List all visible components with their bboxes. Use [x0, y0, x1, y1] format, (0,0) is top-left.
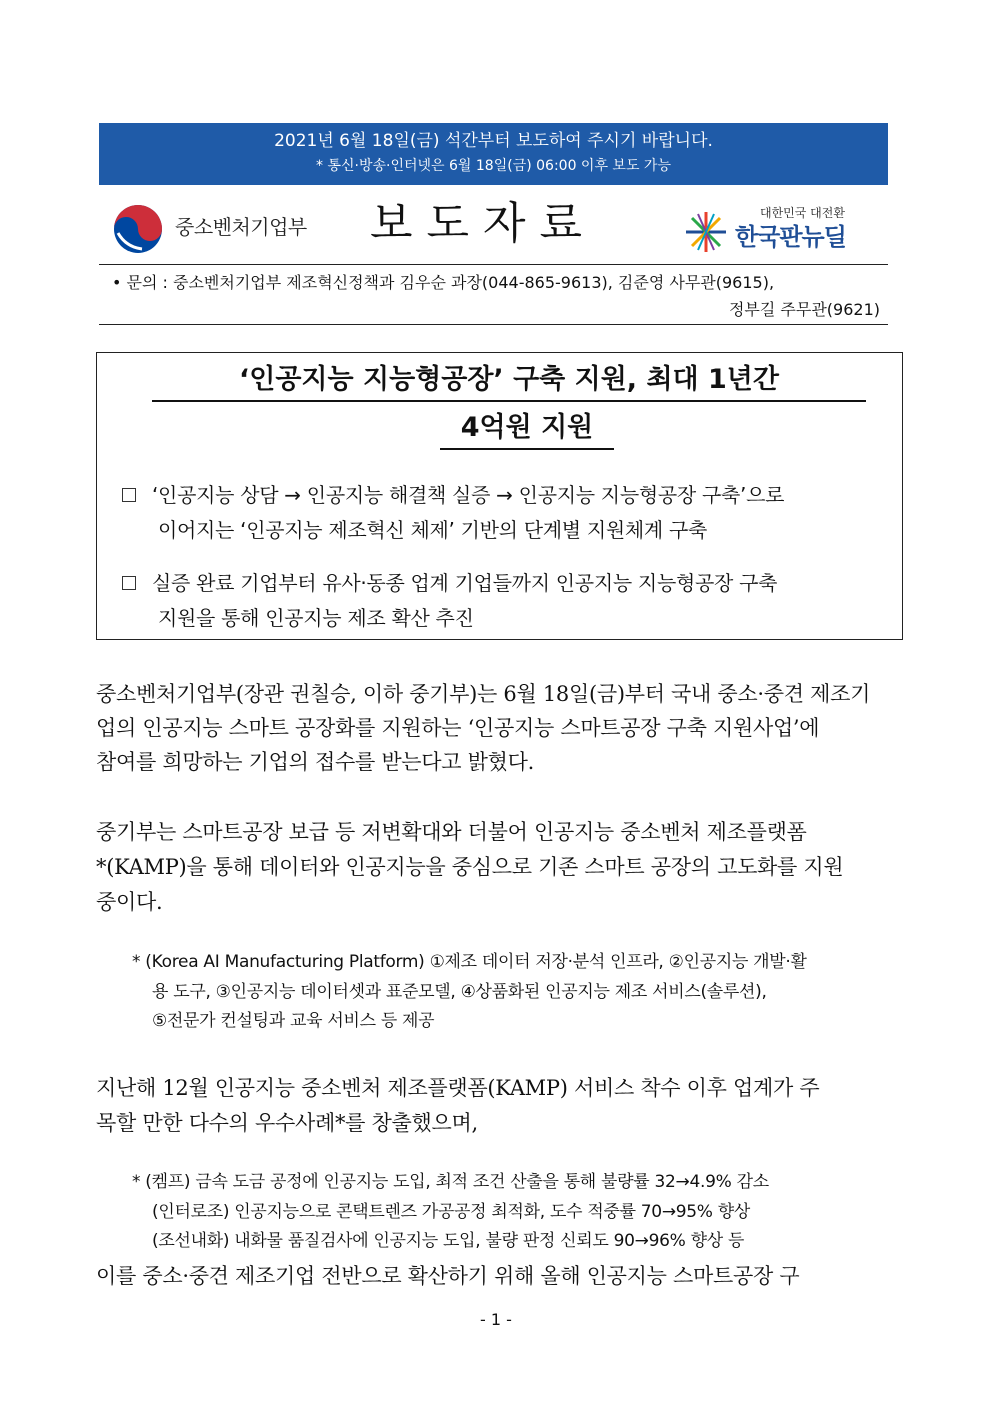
embargo-banner [99, 123, 888, 185]
footnote-kamp-line-2: 용 도구, ③인공지능 데이터셋과 표준모델, ④상품화된 인공지능 제조 서비스(솔루션), [152, 982, 767, 1002]
summary-2-line-2: 지원을 통해 인공지능 제조 확산 추진 [158, 606, 474, 630]
body-paragraph-3-line-2: 목할 만한 다수의 우수사례*를 창출했으며, [96, 1111, 478, 1135]
ministry-taegeuk-logo-icon [112, 203, 164, 255]
newdeal-logo-icon [682, 208, 730, 256]
contact-divider-bottom [99, 324, 888, 325]
contact-info-line-1: • 문의 : 중소벤처기업부 제조혁신정책과 김우순 과장(044-865-9613), 김준영 사무관(9615), [112, 273, 775, 292]
body-paragraph-1-line-1: 중소벤처기업부(장관 권칠승, 이하 중기부)는 6월 18일(금)부터 국내 중소·중견 제조기 [96, 682, 871, 706]
contact-info-line-2: 정부길 주무관(9621) [728, 300, 880, 319]
summary-bullet-box-icon [122, 488, 136, 502]
footnote-kamp-line-3: ⑤전문가 컨설팅과 교육 서비스 등 제공 [152, 1011, 435, 1031]
embargo-line-2: * 통신·방송·인터넷은 6월 18일(금) 06:00 이후 보도 가능 [316, 158, 671, 174]
headline-line-1: ‘인공지능 지능형공장’ 구축 지원, 최대 1년간 [152, 362, 866, 402]
contact-divider-top [99, 264, 888, 265]
summary-1-line-2: 이어지는 ‘인공지능 제조혁신 체제’ 기반의 단계별 지원체계 구축 [158, 518, 708, 542]
embargo-line-1: 2021년 6월 18일(금) 석간부터 보도하여 주시기 바랍니다. [274, 131, 713, 151]
body-paragraph-4-line-1: 이를 중소·중견 제조기업 전반으로 확산하기 위해 올해 인공지능 스마트공장 구 [96, 1264, 800, 1288]
headline-line-2: 4억원 지원 [440, 410, 614, 450]
body-paragraph-1-line-2: 업의 인공지능 스마트 공장화를 지원하는 ‘인공지능 스마트공장 구축 지원사업’에 [96, 716, 820, 740]
body-paragraph-3-line-1: 지난해 12월 인공지능 중소벤처 제조플랫폼(KAMP) 서비스 착수 이후 업계가 주 [96, 1076, 820, 1100]
press-release-title: 보도자료 [370, 198, 597, 249]
footnote-cases-line-3: (조선내화) 내화물 품질검사에 인공지능 도입, 불량 판정 신뢰도 90→96% 향상 등 [152, 1231, 745, 1251]
footnote-cases-line-1: * (켐프) 금속 도금 공정에 인공지능 도입, 최적 조건 산출을 통해 불량률 32→4.9% 감소 [132, 1172, 769, 1192]
body-paragraph-2-line-2: *(KAMP)을 통해 데이터와 인공지능을 중심으로 기존 스마트 공장의 고도화를 지원 [96, 855, 844, 879]
newdeal-wordmark: 한국판뉴딜 [735, 223, 846, 251]
footnote-cases-line-2: (인터로조) 인공지능으로 콘택트렌즈 가공공정 최적화, 도수 적중률 70→95% 향상 [152, 1202, 750, 1222]
ministry-name: 중소벤처기업부 [175, 215, 307, 239]
summary-1-line-1: ‘인공지능 상담 → 인공지능 해결책 실증 → 인공지능 지능형공장 구축’으로 [152, 483, 785, 507]
summary-2-line-1: 실증 완료 기업부터 유사·동종 업계 기업들까지 인공지능 지능형공장 구축 [152, 571, 778, 595]
newdeal-tagline: 대한민국 대전환 [760, 206, 845, 220]
summary-bullet-box-icon [122, 576, 136, 590]
body-paragraph-2-line-3: 중이다. [96, 890, 163, 914]
body-paragraph-2-line-1: 중기부는 스마트공장 보급 등 저변확대와 더불어 인공지능 중소벤처 제조플랫폼 [96, 820, 807, 844]
body-paragraph-1-line-3: 참여를 희망하는 기업의 접수를 받는다고 밝혔다. [96, 750, 534, 774]
page-number: - 1 - [480, 1310, 512, 1329]
footnote-kamp-line-1: * (Korea AI Manufacturing Platform) ①제조 데이터 저장·분석 인프라, ②인공지능 개발·활 [132, 952, 807, 972]
